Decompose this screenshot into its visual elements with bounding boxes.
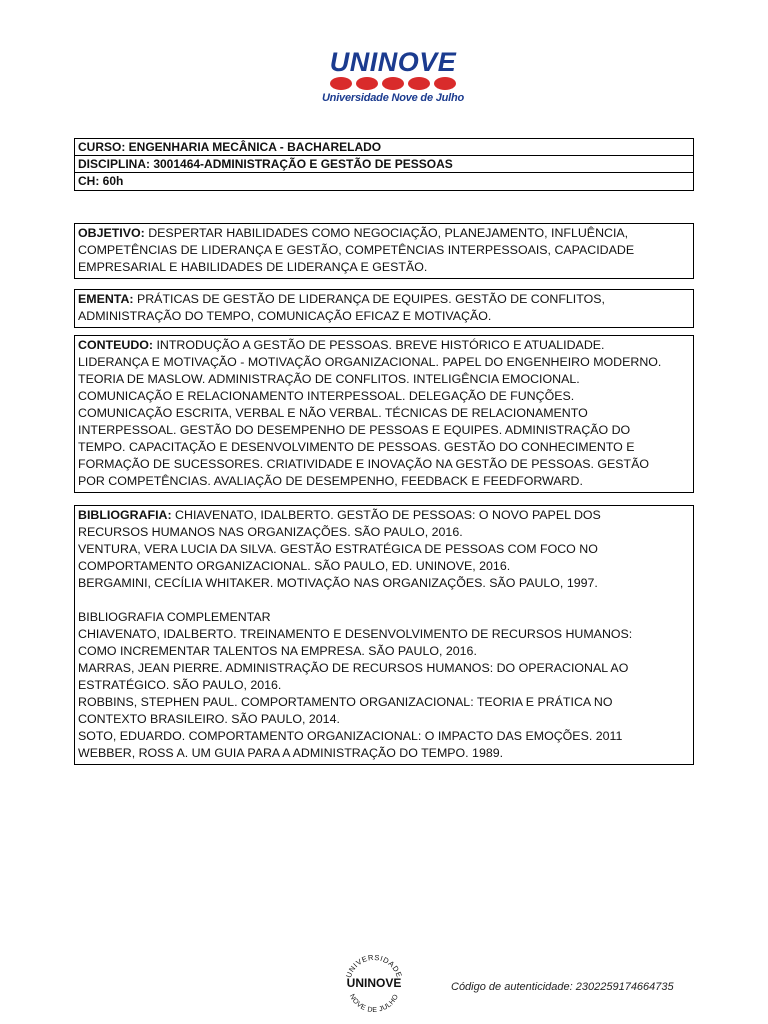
complementary-line: SOTO, EDUARDO. COMPORTAMENTO ORGANIZACIONAL: O IMPACTO DAS EMOÇÕES. 2011 — [78, 729, 623, 743]
seal-brand: UNINOVE — [346, 976, 402, 990]
workload-row: CH: 60h — [78, 174, 124, 188]
objective-line: COMPETÊNCIAS DE LIDERANÇA E GESTÃO, COMPETÊNCIAS INTERPESSOAIS, CAPACIDADE — [78, 243, 635, 257]
bibliography-line: RECURSOS HUMANOS NAS ORGANIZAÇÕES. SÃO PAULO, 2016. — [78, 525, 463, 539]
content-line: TEMPO. CAPACITAÇÃO E DESENVOLVIMENTO DE PESSOAS. GESTÃO DO CONHECIMENTO E — [78, 440, 635, 454]
bibliography-box — [74, 505, 694, 765]
objective-line: DESPERTAR HABILIDADES COMO NEGOCIAÇÃO, PLANEJAMENTO, INFLUÊNCIA, — [144, 226, 629, 240]
logo-subtitle: Universidade Nove de Julho — [321, 92, 465, 104]
complementary-line: CONTEXTO BRASILEIRO. SÃO PAULO, 2014. — [78, 712, 340, 726]
objective-box — [74, 223, 694, 279]
bibliography-line: COMPORTAMENTO ORGANIZACIONAL. SÃO PAULO, ED. UNINOVE, 2016. — [78, 559, 511, 573]
content-box — [74, 335, 694, 493]
complementary-line: COMO INCREMENTAR TALENTOS NA EMPRESA. SÃO PAULO, 2016. — [78, 644, 477, 658]
syllabus-label: EMENTA: — [78, 292, 134, 306]
bibliography-line: CHIAVENATO, IDALBERTO. GESTÃO DE PESSOAS: O NOVO PAPEL DOS — [171, 508, 601, 522]
bibliography-line: VENTURA, VERA LUCIA DA SILVA. GESTÃO ESTRATÉGICA DE PESSOAS COM FOCO NO — [78, 542, 598, 556]
course-header-box — [74, 138, 694, 191]
complementary-line: CHIAVENATO, IDALBERTO. TREINAMENTO E DESENVOLVIMENTO DE RECURSOS HUMANOS: — [78, 627, 633, 641]
objective-line: EMPRESARIAL E HABILIDADES DE LIDERANÇA E GESTÃO. — [78, 260, 428, 274]
content-label: CONTEUDO: — [78, 338, 154, 352]
content-line: LIDERANÇA E MOTIVAÇÃO - MOTIVAÇÃO ORGANIZACIONAL. PAPEL DO ENGENHEIRO MODERNO. — [78, 355, 662, 369]
complementary-line: ESTRATÉGICO. SÃO PAULO, 2016. — [78, 678, 282, 692]
logo-dots — [330, 77, 456, 91]
uninove-logo — [318, 48, 468, 106]
university-seal — [340, 950, 408, 1018]
logo-brand: UNINOVE — [329, 47, 457, 77]
discipline-row: DISCIPLINA: 3001464-ADMINISTRAÇÃO E GESTÃO DE PESSOAS — [75, 156, 693, 173]
bibliography-line: BERGAMINI, CECÍLIA WHITAKER. MOTIVAÇÃO NAS ORGANIZAÇÕES. SÃO PAULO, 1997. — [78, 576, 598, 590]
complementary-line: WEBBER, ROSS A. UM GUIA PARA A ADMINISTRAÇÃO DO TEMPO. 1989. — [78, 746, 504, 760]
complementary-line: MARRAS, JEAN PIERRE. ADMINISTRAÇÃO DE RECURSOS HUMANOS: DO OPERACIONAL AO — [78, 661, 629, 675]
spacer — [78, 592, 690, 609]
authenticity-code: Código de autenticidade: 2302259174664735 — [451, 981, 674, 993]
content-line: POR COMPETÊNCIAS. AVALIAÇÃO DE DESEMPENHO, FEEDBACK E FEEDFORWARD. — [78, 474, 583, 488]
seal-bottom-text: NOVE DE JULHO — [347, 993, 401, 1015]
content-line: COMUNICAÇÃO ESCRITA, VERBAL E NÃO VERBAL. TÉCNICAS DE RELACIONAMENTO — [78, 406, 588, 420]
course-row: CURSO: ENGENHARIA MECÂNICA - BACHARELADO — [75, 139, 693, 156]
content-line: INTRODUÇÃO A GESTÃO DE PESSOAS. BREVE HISTÓRICO E ATUALIDADE. — [153, 338, 605, 352]
bibliography-label: BIBLIOGRAFIA: — [78, 508, 172, 522]
syllabus-box — [74, 289, 694, 328]
content-line: FORMAÇÃO DE SUCESSORES. CRIATIVIDADE E INOVAÇÃO NA GESTÃO DE PESSOAS. GESTÃO — [78, 457, 650, 471]
content-line: COMUNICAÇÃO E RELACIONAMENTO INTERPESSOAL. DELEGAÇÃO DE FUNÇÕES. — [78, 389, 575, 403]
seal-top-text: UNIVERSIDADE — [343, 952, 405, 980]
content-line: TEORIA DE MASLOW. ADMINISTRAÇÃO DE CONFLITOS. INTELIGÊNCIA EMOCIONAL. — [78, 372, 580, 386]
svg-text:NOVE DE JULHO — [348, 993, 400, 1014]
complementary-line: ROBBINS, STEPHEN PAUL. COMPORTAMENTO ORGANIZACIONAL: TEORIA E PRÁTICA NO — [78, 695, 613, 709]
syllabus-line: PRÁTICAS DE GESTÃO DE LIDERANÇA DE EQUIPES. GESTÃO DE CONFLITOS, — [133, 292, 605, 306]
content-line: INTERPESSOAL. GESTÃO DO DESEMPENHO DE PESSOAS E EQUIPES. ADMINISTRAÇÃO DO — [78, 423, 631, 437]
objective-label: OBJETIVO: — [78, 226, 145, 240]
complementary-bibliography-title: BIBLIOGRAFIA COMPLEMENTAR — [78, 610, 271, 624]
syllabus-line: ADMINISTRAÇÃO DO TEMPO, COMUNICAÇÃO EFICAZ E MOTIVAÇÃO. — [78, 309, 492, 323]
